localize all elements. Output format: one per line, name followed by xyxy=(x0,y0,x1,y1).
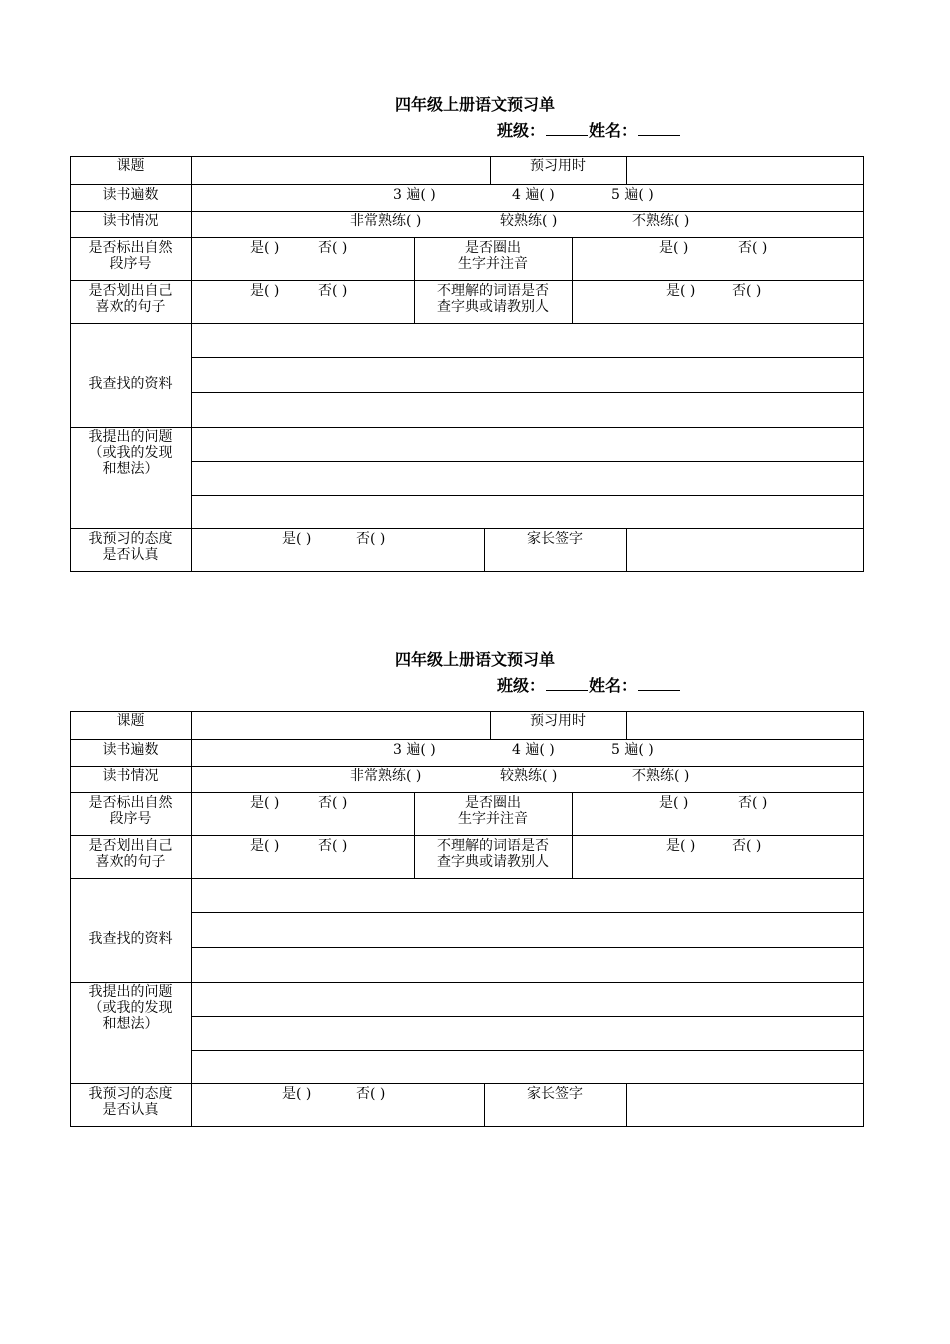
dictionary-label-2: 查字典或请教别人 xyxy=(437,299,549,315)
question-line-2[interactable] xyxy=(192,462,863,494)
material-label: 我查找的资料 xyxy=(88,931,173,947)
topic-input[interactable] xyxy=(192,712,489,738)
paragraph-yes-option[interactable]: 是( ) xyxy=(250,795,280,811)
class-name-line xyxy=(497,674,681,696)
sentence-label-1: 是否划出自己 xyxy=(88,838,173,854)
sentence-label-2: 喜欢的句子 xyxy=(95,854,166,870)
read-5-option[interactable]: 5 遍( ) xyxy=(611,742,654,758)
read-count-label: 读书遍数 xyxy=(102,187,159,203)
question-label-3: 和想法） xyxy=(102,1016,159,1032)
material-line-1[interactable] xyxy=(192,879,863,912)
very-fluent-option[interactable]: 非常熟练( ) xyxy=(350,768,422,784)
parent-sign-input[interactable] xyxy=(627,1084,863,1126)
sentence-no-option[interactable]: 否( ) xyxy=(318,283,348,299)
question-line-1[interactable] xyxy=(192,428,863,460)
name-blank[interactable] xyxy=(638,674,680,691)
question-line-1[interactable] xyxy=(192,983,863,1015)
dictionary-no-option[interactable]: 否( ) xyxy=(732,838,762,854)
attitude-no-option[interactable]: 否( ) xyxy=(356,531,386,547)
read-3-option[interactable]: 3 遍( ) xyxy=(393,187,436,203)
time-input[interactable] xyxy=(627,157,863,183)
char-circle-yes-option[interactable]: 是( ) xyxy=(659,240,689,256)
paragraph-no-option[interactable]: 否( ) xyxy=(318,795,348,811)
time-label: 预习用时 xyxy=(530,713,586,729)
attitude-yes-option[interactable]: 是( ) xyxy=(282,531,312,547)
question-label-1: 我提出的问题 xyxy=(88,984,173,1000)
read-4-option[interactable]: 4 遍( ) xyxy=(512,187,555,203)
paragraph-label-1: 是否标出自然 xyxy=(88,795,173,811)
dictionary-label-1: 不理解的词语是否 xyxy=(437,283,549,299)
dictionary-yes-option[interactable]: 是( ) xyxy=(666,283,696,299)
attitude-label-2: 是否认真 xyxy=(102,1102,159,1118)
parent-sign-label: 家长签字 xyxy=(527,531,583,547)
question-label-2: （或我的发现 xyxy=(88,445,173,461)
read-4-option[interactable]: 4 遍( ) xyxy=(512,742,555,758)
attitude-label-1: 我预习的态度 xyxy=(88,1086,173,1102)
not-fluent-option[interactable]: 不熟练( ) xyxy=(632,768,690,784)
read-count-label: 读书遍数 xyxy=(102,742,159,758)
question-label-1: 我提出的问题 xyxy=(88,429,173,445)
paragraph-yes-option[interactable]: 是( ) xyxy=(250,240,280,256)
sentence-yes-option[interactable]: 是( ) xyxy=(250,283,280,299)
attitude-no-option[interactable]: 否( ) xyxy=(356,1086,386,1102)
char-circle-no-option[interactable]: 否( ) xyxy=(738,240,768,256)
material-line-3[interactable] xyxy=(192,948,863,981)
question-label-3: 和想法） xyxy=(102,461,159,477)
material-line-1[interactable] xyxy=(192,324,863,357)
material-label: 我查找的资料 xyxy=(88,376,173,392)
class-blank[interactable] xyxy=(546,119,588,136)
dictionary-label-2: 查字典或请教别人 xyxy=(437,854,549,870)
paragraph-no-option[interactable]: 否( ) xyxy=(318,240,348,256)
class-label: 班级： xyxy=(497,676,546,695)
material-line-3[interactable] xyxy=(192,393,863,426)
question-line-2[interactable] xyxy=(192,1017,863,1049)
topic-label: 课题 xyxy=(116,713,145,729)
name-blank[interactable] xyxy=(638,119,680,136)
read-status-label: 读书情况 xyxy=(102,213,159,229)
material-line-2[interactable] xyxy=(192,358,863,391)
very-fluent-option[interactable]: 非常熟练( ) xyxy=(350,213,422,229)
form-title: 四年级上册语文预习单 xyxy=(394,95,555,114)
question-label-2: （或我的发现 xyxy=(88,1000,173,1016)
char-circle-yes-option[interactable]: 是( ) xyxy=(659,795,689,811)
class-name-line xyxy=(497,119,681,141)
attitude-label-2: 是否认真 xyxy=(102,547,159,563)
sentence-no-option[interactable]: 否( ) xyxy=(318,838,348,854)
dictionary-label-1: 不理解的词语是否 xyxy=(437,838,549,854)
sentence-label-1: 是否划出自己 xyxy=(88,283,173,299)
question-line-3[interactable] xyxy=(192,496,863,527)
char-circle-label-2: 生字并注音 xyxy=(458,256,528,272)
sentence-yes-option[interactable]: 是( ) xyxy=(250,838,280,854)
topic-input[interactable] xyxy=(192,157,489,183)
paragraph-label-2: 段序号 xyxy=(109,256,152,272)
parent-sign-input[interactable] xyxy=(627,529,863,571)
material-line-2[interactable] xyxy=(192,913,863,946)
time-input[interactable] xyxy=(627,712,863,738)
class-blank[interactable] xyxy=(546,674,588,691)
char-circle-label-1: 是否圈出 xyxy=(465,240,521,256)
topic-label: 课题 xyxy=(116,158,145,174)
time-label: 预习用时 xyxy=(530,158,586,174)
dictionary-no-option[interactable]: 否( ) xyxy=(732,283,762,299)
attitude-yes-option[interactable]: 是( ) xyxy=(282,1086,312,1102)
paragraph-label-1: 是否标出自然 xyxy=(88,240,173,256)
read-3-option[interactable]: 3 遍( ) xyxy=(393,742,436,758)
attitude-label-1: 我预习的态度 xyxy=(88,531,173,547)
form-title: 四年级上册语文预习单 xyxy=(394,650,555,669)
read-5-option[interactable]: 5 遍( ) xyxy=(611,187,654,203)
name-label: 姓名： xyxy=(589,121,638,140)
dictionary-yes-option[interactable]: 是( ) xyxy=(666,838,696,854)
char-circle-no-option[interactable]: 否( ) xyxy=(738,795,768,811)
question-line-3[interactable] xyxy=(192,1051,863,1082)
read-status-label: 读书情况 xyxy=(102,768,159,784)
char-circle-label-1: 是否圈出 xyxy=(465,795,521,811)
sentence-label-2: 喜欢的句子 xyxy=(95,299,166,315)
not-fluent-option[interactable]: 不熟练( ) xyxy=(632,213,690,229)
class-label: 班级： xyxy=(497,121,546,140)
fluent-option[interactable]: 较熟练( ) xyxy=(500,768,558,784)
parent-sign-label: 家长签字 xyxy=(527,1086,583,1102)
paragraph-label-2: 段序号 xyxy=(109,811,152,827)
name-label: 姓名： xyxy=(589,676,638,695)
char-circle-label-2: 生字并注音 xyxy=(458,811,528,827)
fluent-option[interactable]: 较熟练( ) xyxy=(500,213,558,229)
